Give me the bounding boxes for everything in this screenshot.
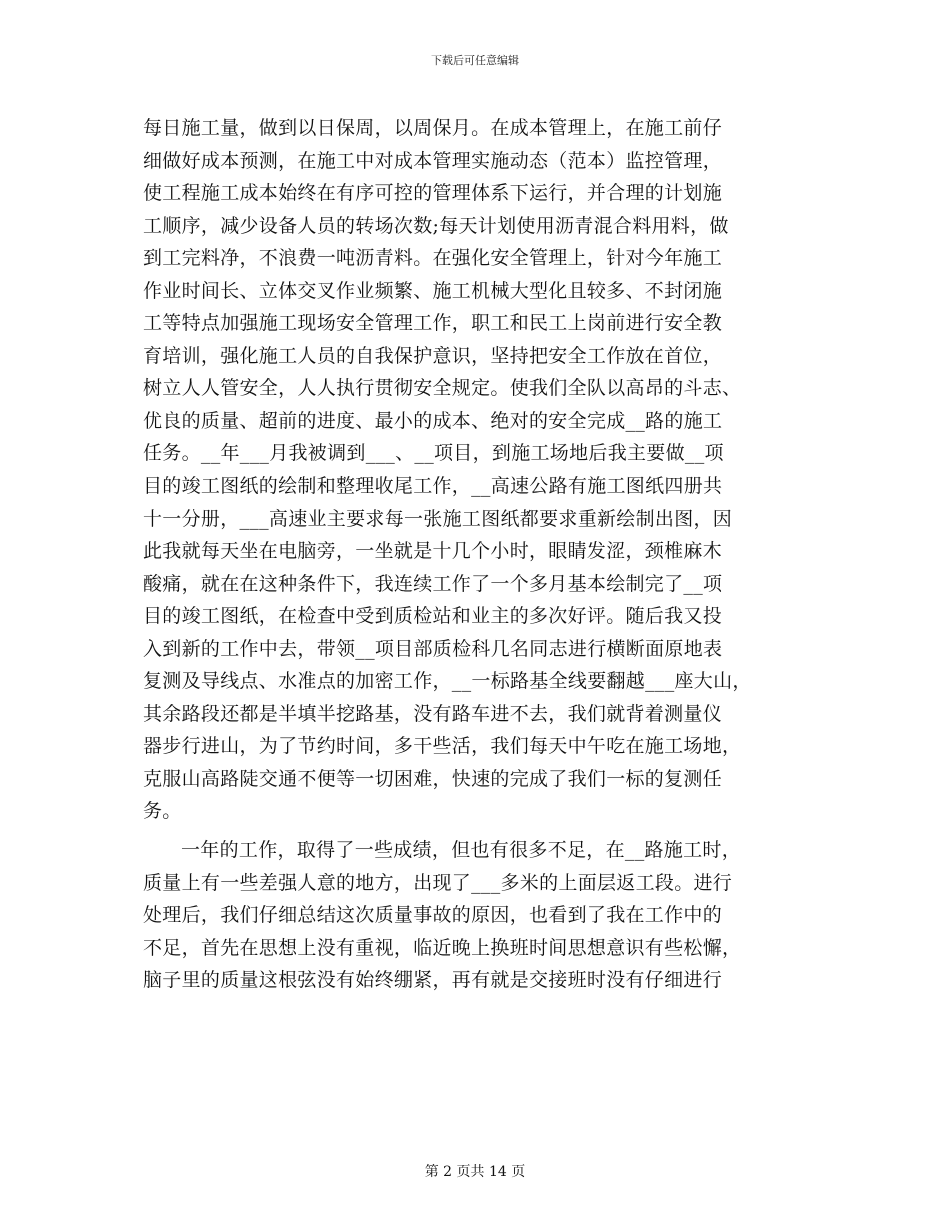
text-line: 复测及导线点、水准点的加密工作，__一标路基全线要翻越___座大山， bbox=[143, 670, 752, 693]
text-line: 质量上有一些差强人意的地方，出现了___多米的上面层返工段。进行 bbox=[143, 871, 733, 894]
text-line: 使工程施工成本始终在有序可控的管理体系下运行，并合理的计划施 bbox=[143, 182, 723, 205]
text-line: 优良的质量、超前的进度、最小的成本、绝对的安全完成__路的施工 bbox=[143, 409, 723, 432]
text-line: 任务。__年___月我被调到___、__项目，到施工场地后我主要做__项 bbox=[143, 442, 724, 465]
text-line: 到工完料净，不浪费一吨沥青料。在强化安全管理上，针对今年施工 bbox=[143, 247, 723, 270]
text-line: 工等特点加强施工现场安全管理工作，职工和民工上岗前进行安全教 bbox=[143, 312, 723, 335]
text-line: 此我就每天坐在电脑旁，一坐就是十几个小时，眼睛发涩，颈椎麻木 bbox=[143, 540, 723, 563]
paragraph-2 bbox=[143, 834, 815, 997]
text-line: 一年的工作，取得了一些成绩，但也有很多不足，在__路施工时， bbox=[181, 839, 742, 862]
page-footer: 第 2 页共 14 页 bbox=[424, 1164, 526, 1180]
text-line: 克服山高路陡交通不便等一切困难，快速的完成了我们一标的复测任 bbox=[143, 767, 723, 790]
paragraph-1 bbox=[143, 112, 815, 828]
text-line: 其余路段还都是半填半挖路基，没有路车进不去，我们就背着测量仪 bbox=[143, 702, 723, 725]
text-line: 树立人人管安全，人人执行贯彻安全规定。使我们全队以高昂的斗志、 bbox=[143, 377, 742, 400]
text-line: 作业时间长、立体交叉作业频繁、施工机械大型化且较多、不封闭施 bbox=[143, 279, 723, 302]
text-line: 器步行进山，为了节约时间，多干些活，我们每天中午吃在施工场地， bbox=[143, 735, 742, 758]
text-line: 酸痛，就在在这种条件下，我连续工作了一个多月基本绘制完了__项 bbox=[143, 572, 723, 595]
text-line: 细做好成本预测，在施工中对成本管理实施动态（范本）监控管理， bbox=[143, 149, 723, 172]
text-line: 十一分册，___高速业主要求每一张施工图纸都要求重新绘制出图，因 bbox=[143, 507, 733, 530]
text-line: 目的竣工图纸，在检查中受到质检站和业主的多次好评。随后我又投 bbox=[143, 605, 723, 628]
text-line: 每日施工量，做到以日保周，以周保月。在成本管理上，在施工前仔 bbox=[143, 117, 723, 139]
text-line: 工顺序，减少设备人员的转场次数;每天计划使用沥青混合料用料，做 bbox=[143, 214, 729, 237]
text-line: 目的竣工图纸的绘制和整理收尾工作，__高速公路有施工图纸四册共 bbox=[143, 475, 723, 498]
document-body bbox=[143, 112, 815, 997]
page-header: 下载后可任意编辑 bbox=[431, 54, 519, 67]
text-line: 入到新的工作中去，带领__项目部质检科几名同志进行横断面原地表 bbox=[143, 637, 723, 660]
text-line: 务。 bbox=[143, 800, 182, 823]
text-line: 脑子里的质量这根弦没有始终绷紧，再有就是交接班时没有仔细进行 bbox=[143, 969, 723, 992]
text-line: 处理后，我们仔细总结这次质量事故的原因，也看到了我在工作中的 bbox=[143, 904, 723, 927]
text-line: 不足，首先在思想上没有重视，临近晚上换班时间思想意识有些松懈， bbox=[143, 936, 742, 959]
text-line: 育培训，强化施工人员的自我保护意识，坚持把安全工作放在首位， bbox=[143, 344, 723, 367]
